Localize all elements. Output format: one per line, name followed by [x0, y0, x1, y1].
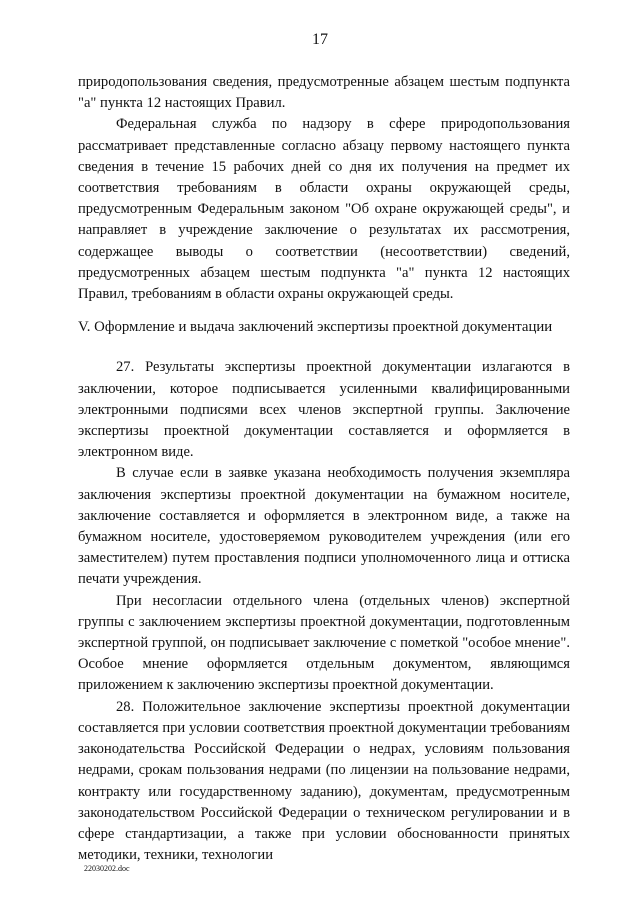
paragraph-item-27: 27. Результаты экспертизы проектной документации излагаются в заключении, которое подписывается усиленными квалифицированными электронными подписями всех членов экспертной группы. Заключение экспертизы проектной документации составляется и оформляется в электронном виде. — [78, 359, 570, 461]
footer-file-code: 22030202.doc — [84, 864, 130, 873]
paragraph-federal-service: Федеральная служба по надзору в сфере природопользования рассматривает представленные согласно абзацу первому настоящего пункта сведения в течение 15 рабочих дней со дня их получения на предмет их соответствия требованиям в области охраны окружающей среды, предусмотренным Федеральным законом "Об охране окружающей среды", и направляет в учреждение заключение о результатах их рассмотрения, содержащее выводы о соответствии (несоответствии) сведений, предусмотренных абзацем шестым подпункта "а" пункта 12 настоящих Правил, требованиям в области охраны окружающей среды. — [78, 116, 570, 303]
page-number: 17 — [312, 31, 328, 48]
paragraph-continuation: природопользования сведения, предусмотренные абзацем шестым подпункта "а" пункта 12 настоящих Правил. — [78, 74, 570, 112]
paragraph-paper-copy: В случае если в заявке указана необходимость получения экземпляра заключения экспертизы проектной документации на бумажном носителе, заключение составляется и оформляется в электронном виде, а также на бумажном носителе, удостоверяемом руководителем учреждения (или его заместителем) путем проставления подписи уполномоченного лица и оттиска печати учреждения. — [78, 465, 570, 588]
paragraph-dissent: При несогласии отдельного члена (отдельных членов) экспертной группы с заключением экспертизы проектной документации, подготовленным экспертной группой, он подписывает заключение с пометкой "особое мнение". Особое мнение оформляется отдельным документом, являющимся приложением к заключению экспертизы проектной документации. — [78, 592, 570, 694]
paragraph-item-28: 28. Положительное заключение экспертизы проектной документации составляется при условии соответствия проектной документации требованиям законодательства Российской Федерации о недрах, условиям пользования недрами, срокам пользования недрами (по лицензии на пользование недрами, контракту или государственному заданию), документам, предусмотренным законодательством Российской Федерации о техническом регулировании и в сфере стандартизации, а также при условии обоснованности принятых методики, техники, технологии — [78, 698, 570, 864]
document-body — [78, 72, 570, 866]
section-heading: V. Оформление и выдача заключений экспертизы проектной документации — [78, 319, 553, 336]
